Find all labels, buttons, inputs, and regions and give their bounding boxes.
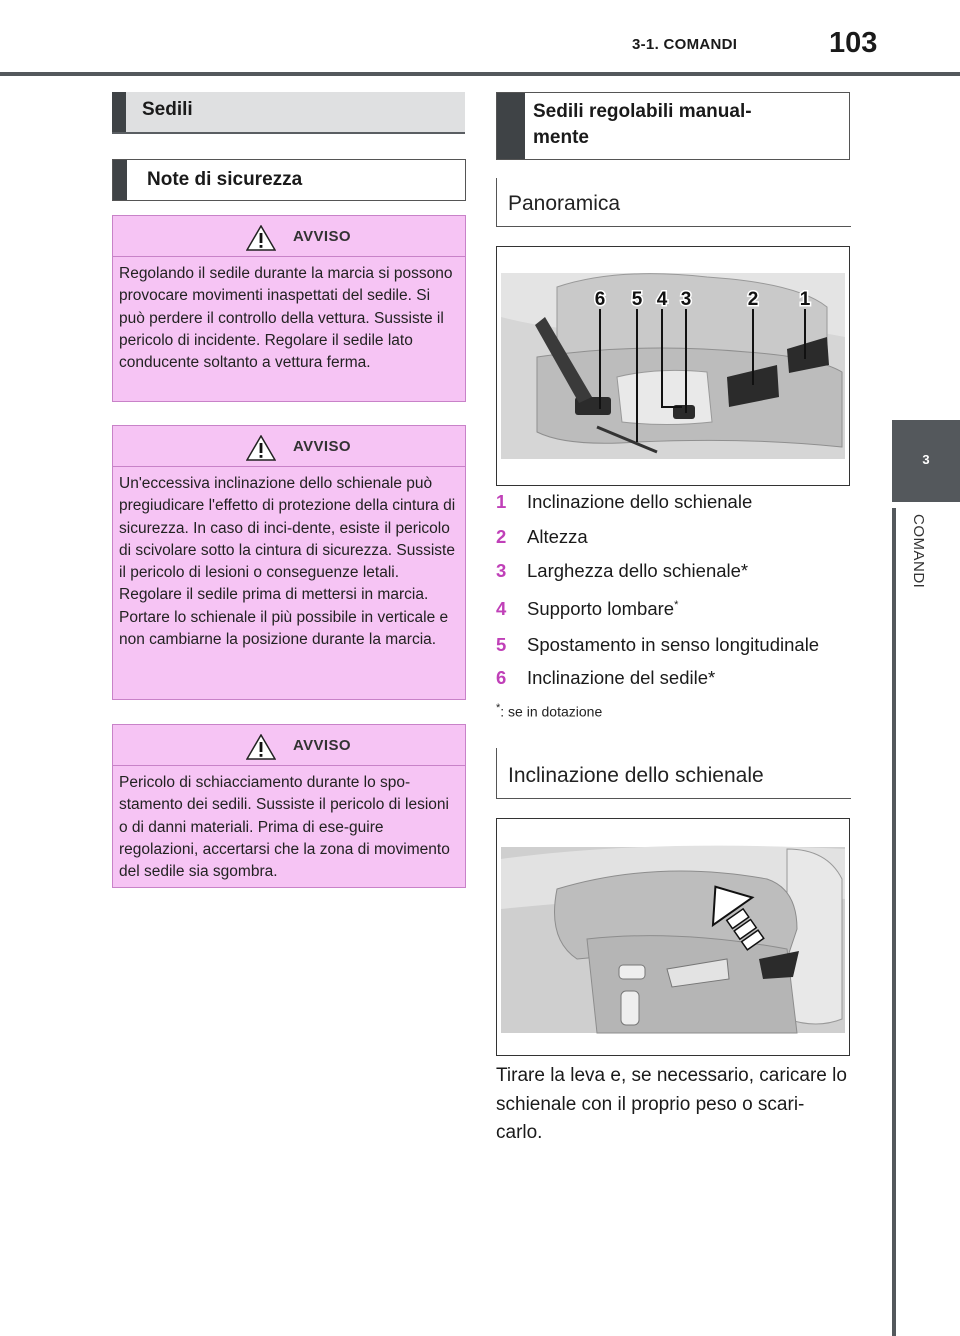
- legend-number: 4: [496, 598, 507, 619]
- warning-header: [113, 725, 465, 766]
- section-heading-sedili: [112, 92, 465, 134]
- callout-2: 2: [747, 289, 759, 310]
- legend-number: 6: [496, 667, 507, 688]
- footnote-mark: *: [496, 702, 501, 714]
- subheading-backrest: [496, 748, 851, 799]
- warning-box-2: [112, 425, 466, 700]
- seat-controls-illustration: [497, 247, 849, 485]
- legend-number: 5: [496, 634, 507, 655]
- subheading-overview-text: Panoramica: [508, 192, 621, 215]
- warning-text: Regolando il sedile durante la marcia si possono provocare movimenti inaspettati del sedile. Si può perdere il controllo della vettura. Sussiste il pericolo di incidente. Regolare il sedile lato conducente soltanto a vettura ferma.: [119, 265, 453, 372]
- chapter-title: COMANDI: [910, 514, 927, 589]
- footnote-text: : se in dotazione: [500, 703, 603, 720]
- legend-number: 2: [496, 526, 507, 547]
- heading-bar: [112, 92, 126, 132]
- callout-5: 5: [631, 289, 643, 310]
- warning-header: [113, 426, 465, 467]
- subheading-overview: [496, 178, 851, 227]
- running-header-section: 3-1. COMANDI: [632, 36, 738, 53]
- warning-text: Un'eccessiva inclinazione dello schienale può pregiudicare l'effetto di protezione della cintura di sicurezza. In caso di inci-dente, esiste il pericolo di scivolare sotto la cintura di sicurezza. Sussiste il pericolo di lesioni o conseguenze letali. Regolare il sedile prima di mettersi in marcia. Portare lo schienale il più possibile in verticale e non cambiarne la posizione durante la marcia.: [119, 475, 456, 649]
- legend-item: [496, 667, 715, 689]
- warning-title: AVVISO: [293, 228, 351, 245]
- chapter-number: 3: [922, 452, 930, 467]
- legend-label: Spostamento in senso longitudinale: [527, 634, 820, 655]
- legend-label: Supporto lombare: [527, 598, 675, 619]
- callout-6: 6: [594, 289, 606, 310]
- legend-item: [496, 491, 752, 513]
- legend-item: [496, 634, 819, 656]
- callout-3: 3: [680, 289, 692, 310]
- backrest-lever-illustration: [497, 819, 849, 1055]
- legend-label: Altezza: [527, 526, 588, 547]
- legend-asterisk: *: [674, 598, 679, 611]
- warning-box-3: [112, 724, 466, 888]
- chapter-rule: [892, 508, 896, 1336]
- warning-triangle-icon: [246, 435, 276, 461]
- section-heading-line2: mente: [533, 127, 589, 148]
- callout-4: 4: [656, 289, 668, 310]
- footnote: [496, 702, 602, 720]
- legend-item: [496, 598, 678, 620]
- subsection-heading-safety: [112, 159, 466, 201]
- heading-bar: [497, 93, 525, 159]
- legend-number: 3: [496, 560, 507, 581]
- chapter-tab: [892, 420, 960, 502]
- legend-item: [496, 526, 588, 548]
- figure-seat-controls: [496, 246, 850, 486]
- warning-triangle-icon: [246, 225, 276, 251]
- warning-header: [113, 216, 465, 257]
- legend-label: Inclinazione del sedile*: [527, 667, 716, 688]
- warning-text: Pericolo di schiacciamento durante lo spo-stamento dei sedili. Sussiste il pericolo di lesioni o di danni materiali. Prima di ese-guire regolazioni, accertarsi che la zona di movimento del sedile sia sgombra.: [119, 774, 450, 881]
- backrest-instruction: Tirare la leva e, se necessario, caricare lo schienale con il proprio peso o scari-carlo.: [496, 1065, 847, 1143]
- section-heading-text: Sedili: [142, 99, 193, 120]
- header-rule: [0, 72, 960, 76]
- legend-label: Inclinazione dello schienale: [527, 491, 753, 512]
- callout-1: 1: [799, 289, 811, 310]
- warning-title: AVVISO: [293, 438, 351, 455]
- legend-number: 1: [496, 491, 507, 512]
- subheading-backrest-text: Inclinazione dello schienale: [508, 764, 764, 787]
- page-number: 103: [829, 27, 878, 59]
- figure-backrest-lever: [496, 818, 850, 1056]
- section-heading-manual-seats: [496, 92, 850, 160]
- heading-bar: [113, 160, 127, 200]
- warning-box-1: [112, 215, 466, 402]
- subsection-heading-text: Note di sicurezza: [147, 169, 303, 190]
- legend-item: [496, 560, 748, 582]
- legend-label: Larghezza dello schienale*: [527, 560, 749, 581]
- warning-triangle-icon: [246, 734, 276, 760]
- warning-title: AVVISO: [293, 737, 351, 754]
- section-heading-line1: Sedili regolabili manual-: [533, 101, 752, 122]
